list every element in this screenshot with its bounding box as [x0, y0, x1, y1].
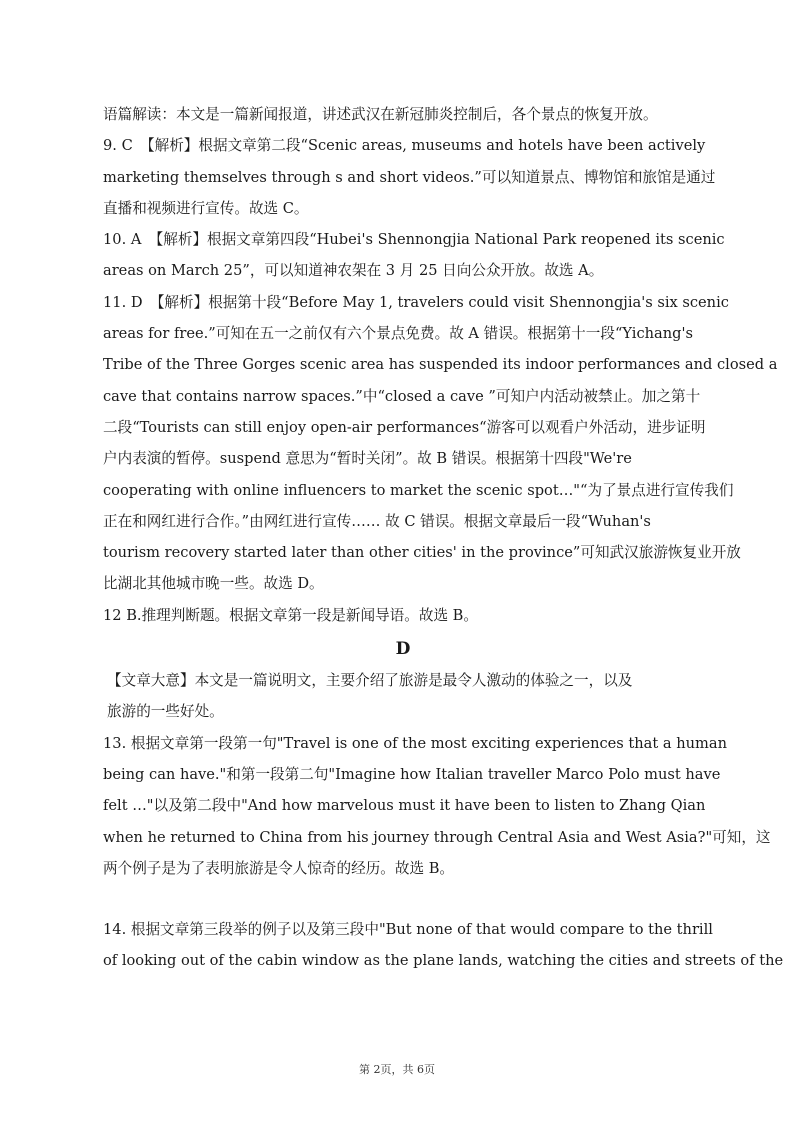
answer-13-line-1: 13. 根据文章第一段第一句"Travel is one of the most exciting experiences that a human: [103, 734, 727, 752]
answer-11-line-5: 二段“Tourists can still enjoy open-air performances“游客可以观看户外活动，进步证明: [103, 418, 706, 436]
answer-10: [103, 224, 725, 287]
answer-13-line-2: being can have."和第一段第二句"Imagine how Italian traveller Marco Polo must have: [103, 765, 721, 783]
answer-14-line-1: 14. 根据文章第三段举的例子以及第三段中"But none of that would compare to the thrill: [103, 921, 713, 939]
answer-14-line-2: of looking out of the cabin window as the plane lands, watching the cities and streets of the: [103, 952, 784, 970]
intro-line: 语篇解读：本文是一篇新闻报道，讲述武汉在新冠肺炎控制后，各个景点的恢复开放。: [103, 106, 658, 123]
answer-14: [103, 914, 784, 977]
answer-12-line: 12 B.推理判断题。根据文章第一段是新闻导语。故选 B。: [103, 606, 479, 624]
answer-11-line-8: 正在和网红进行合作。”由网红进行宣传…… 故 C 错误。根据文章最后一段“Wuhan's: [103, 512, 651, 530]
answer-12: [103, 600, 703, 631]
answer-11-line-3: Tribe of the Three Gorges scenic area has suspended its indoor performances and closed a: [103, 356, 778, 374]
answer-11-line-6: 户内表演的暂停。suspend 意思为“暂时关闭”。故 B 错误。根据第十四段"We're: [103, 450, 632, 468]
answer-13-line-3: felt …"以及第二段中"And how marvelous must it have been to listen to Zhang Qian: [103, 797, 706, 815]
answer-9-line-2: marketing themselves through s and short videos.”可以知道景点、博物馆和旅馆是通过: [103, 168, 716, 186]
answer-9-line-3: 直播和视频进行宣传。故选 C。: [103, 199, 309, 217]
answer-11-line-1: 11. D 【解析】根据第十段“Before May 1, travelers could visit Shennongjia's six scenic: [103, 293, 729, 311]
answer-10-line-2: areas on March 25”，可以知道神农架在 3 月 25 日向公众开放。故选 A。: [103, 262, 604, 280]
answer-10-line-1: 10. A 【解析】根据文章第四段“Hubei's Shennongjia National Park reopened its scenic: [103, 231, 725, 249]
section-heading-d: D: [395, 639, 411, 660]
summary-line-1: 【文章大意】本文是一篇说明文，主要介绍了旅游是最令人激动的体验之一，以及: [107, 672, 633, 690]
answer-11-line-10: 比湖北其他城市晚一些。故选 D。: [103, 575, 324, 593]
answer-11-line-9: tourism recovery started later than other cities' in the province”可知武汉旅游恢复业开放: [103, 544, 741, 562]
passage-intro: [103, 99, 703, 130]
answer-11-line-4: cave that contains narrow spaces.”中“closed a cave ”可知户内活动被禁止。加之第十: [103, 387, 701, 405]
answer-9-line-1: 9. C 【解析】根据文章第二段“Scenic areas, museums and hotels have been actively: [103, 137, 706, 155]
passage-d-summary: [103, 665, 703, 728]
answer-9: [103, 130, 716, 224]
answer-13-line-5: 两个例子是为了表明旅游是令人惊奇的经历。故选 B。: [103, 859, 455, 877]
paragraph-gap: [103, 884, 703, 914]
answer-11-line-2: areas for free.”可知在五一之前仅有六个景点免费。故 A 错误。根据第十一段“Yichang's: [103, 325, 693, 343]
answer-11-line-7: cooperating with online influencers to market the scenic spot…"“为了景点进行宣传我们: [103, 481, 734, 499]
answer-11: [103, 287, 778, 600]
summary-line-2: 旅游的一些好处。: [107, 703, 224, 721]
document-body: [103, 99, 784, 977]
page-number-footer: 第 2页，共 6页: [359, 1063, 435, 1076]
answer-13: [103, 728, 771, 884]
answer-13-line-4: when he returned to China from his journey through Central Asia and West Asia?"可知，这: [103, 828, 771, 846]
